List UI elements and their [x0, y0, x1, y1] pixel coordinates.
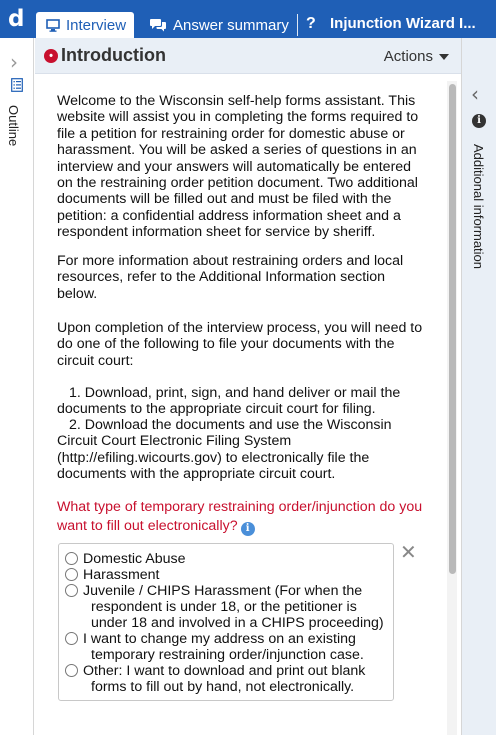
- app-logo[interactable]: d: [8, 6, 25, 32]
- option-other[interactable]: Other: I want to download and print out blank forms to fill out by hand, not electronically.: [65, 663, 391, 695]
- additional-information-label[interactable]: Additional information: [471, 144, 486, 270]
- info-icon[interactable]: i: [241, 522, 255, 536]
- completion-paragraph: Upon completion of the interview process, you will need to do one of the following to file your documents with the circuit court:: [57, 320, 423, 369]
- actions-label: Actions: [383, 48, 433, 65]
- outline-list-icon[interactable]: [11, 78, 23, 92]
- intro-paragraph: Welcome to the Wisconsin self-help forms assistant. This website will assist you in completing the forms required to file a petition for restraining order for domestic abuse or harassment. You will be asked a series of questions in an interview and your answers will automatically be entered on the restraining order petition document. Two additional documents will be filled out and must be filed with the petition: a confidential address information sheet and a respondent information sheet for service by sheriff.: [57, 93, 419, 241]
- app-title: Injunction Wizard I...: [330, 15, 476, 32]
- monitor-icon: [46, 19, 60, 32]
- radio-button[interactable]: [65, 584, 78, 597]
- radio-button[interactable]: [65, 552, 78, 565]
- tab-answer-summary-label: Answer summary: [173, 16, 289, 34]
- scrollbar-thumb[interactable]: [449, 84, 456, 574]
- toolbar-divider: [297, 14, 298, 36]
- tab-interview[interactable]: [36, 12, 134, 38]
- radio-button[interactable]: [65, 632, 78, 645]
- outline-label[interactable]: Outline: [6, 105, 21, 147]
- tab-answer-summary[interactable]: [150, 12, 289, 38]
- clear-answer-close-icon[interactable]: ✕: [400, 540, 417, 564]
- step-2: 2. Download the documents and use the Wisconsin Circuit Court Electronic Filing System (http://efiling.wicourts.gov) to electronically file the documents with the appropriate circuit court.: [57, 417, 392, 483]
- expand-additional-info-chevron-icon[interactable]: ‹: [471, 82, 479, 106]
- actions-menu-button[interactable]: [384, 48, 449, 65]
- radio-button[interactable]: [65, 664, 78, 677]
- step-1: 1. Download, print, sign, and hand deliver or mail the documents to the appropriate circuit court for filing.: [57, 385, 401, 418]
- radio-group: [58, 543, 394, 701]
- more-info-paragraph: For more information about restraining orders and local resources, refer to the Additional Information section below.: [57, 253, 404, 302]
- page-title: Introduction: [61, 45, 166, 65]
- additional-info-rail: [461, 38, 496, 735]
- radio-button[interactable]: [65, 568, 78, 581]
- option-domestic-abuse[interactable]: Domestic Abuse: [65, 551, 391, 567]
- panel-header: [35, 38, 461, 74]
- chat-bubbles-icon: [150, 18, 167, 32]
- question-prompt: [57, 498, 427, 536]
- option-juvenile-chips[interactable]: Juvenile / CHIPS Harassment (For when the respondent is under 18, or the petitioner is under 18 and involved in a CHIPS proceeding): [65, 583, 391, 632]
- caret-down-icon: [439, 54, 449, 60]
- help-icon[interactable]: ?: [306, 15, 316, 32]
- option-harassment[interactable]: Harassment: [65, 567, 391, 583]
- required-icon: •: [44, 49, 58, 63]
- expand-outline-chevron-icon[interactable]: ›: [10, 50, 18, 74]
- info-icon[interactable]: i: [472, 114, 486, 128]
- top-bar: [0, 0, 496, 38]
- outline-rail: [0, 38, 34, 735]
- tab-interview-label: Interview: [66, 16, 127, 34]
- option-change-address[interactable]: I want to change my address on an existing temporary restraining order/injunction case.: [65, 631, 391, 663]
- question-text: What type of temporary restraining order/injunction do you want to fill out electronically?: [57, 499, 423, 534]
